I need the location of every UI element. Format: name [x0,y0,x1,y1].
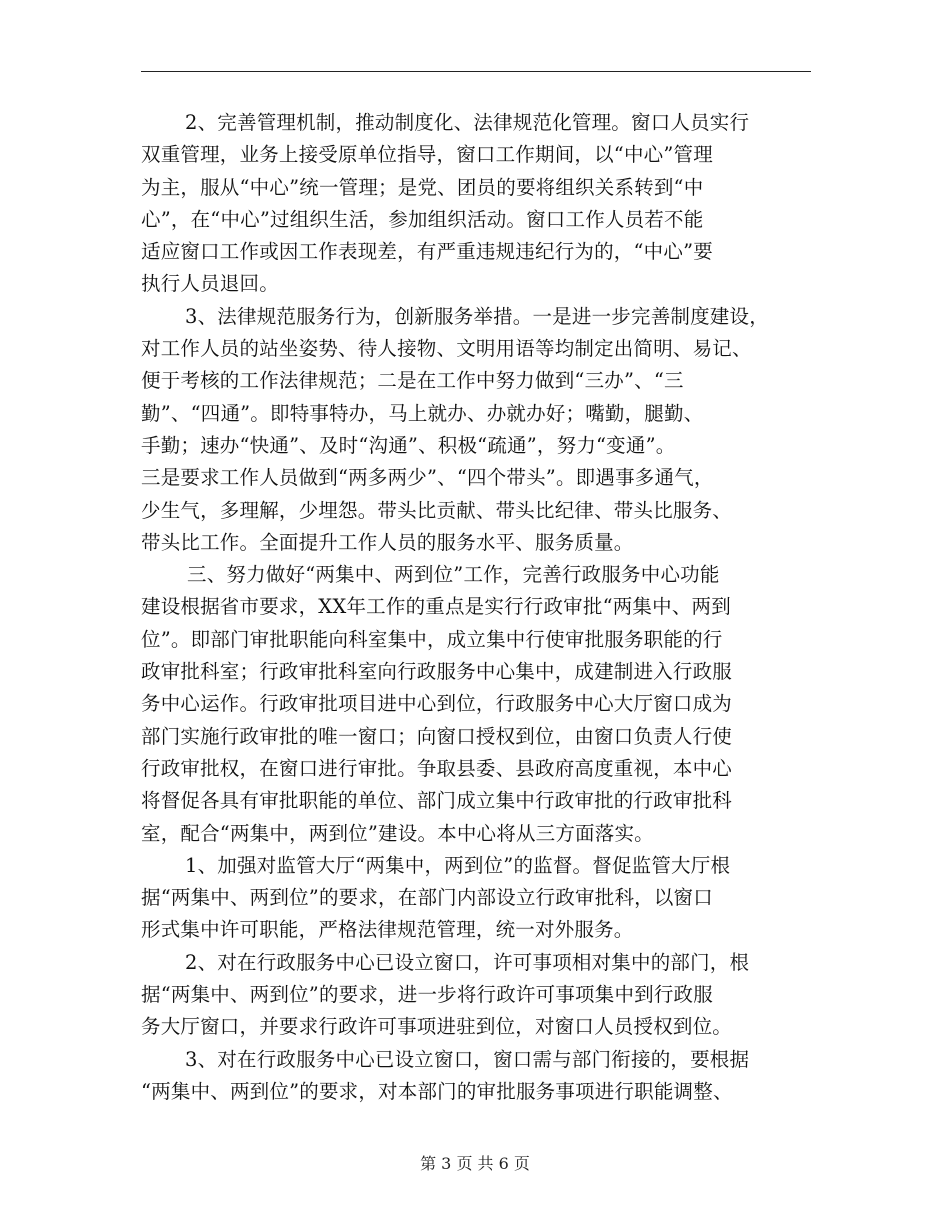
text-line: 形式集中许可职能，严格法律规范管理，统一对外服务。 [141,918,634,942]
text-line: 据“两集中、两到位”的要求，进一步将行政许可事项集中到行政服 [141,983,713,1007]
text-line: 2、对在行政服务中心已设立窗口，许可事项相对集中的部门，根 [185,950,750,974]
text-line: 政审批科室；行政审批科室向行政服务中心集中，成建制进入行政服 [141,660,733,684]
text-line: 3、对在行政服务中心已设立窗口，窗口需与部门衔接的，要根据 [185,1047,750,1071]
text-line: 三是要求工作人员做到“两多两少”、“四个带头”。即遇事多通气， [141,466,714,490]
text-line: 室，配合“两集中，两到位”建设。本中心将从三方面落实。 [141,821,654,845]
text-line: 行政审批权，在窗口进行审批。争取县委、县政府高度重视，本中心 [141,756,733,780]
text-line: 心”，在“中心”过组织生活，参加组织活动。窗口工作人员若不能 [141,207,704,231]
text-line: 务中心运作。行政审批项目进中心到位，行政服务中心大厅窗口成为 [141,692,733,716]
text-line: 部门实施行政审批的唯一窗口；向窗口授权到位，由窗口负责人行使 [141,724,733,748]
text-line: 对工作人员的站坐姿势、待人接物、文明用语等均制定出简明、易记、 [141,337,752,361]
document-body [141,107,831,1108]
text-line: 三、努力做好“两集中、两到位”工作，完善行政服务中心功能 [187,563,720,587]
text-line: 少生气，多理解，少埋怨。带头比贡献、带头比纪律、带头比服务、 [141,498,733,522]
text-line: 建设根据省市要求，XX年工作的重点是实行行政审批“两集中、两到 [141,595,731,619]
text-line: 位”。即部门审批职能向科室集中，成立集中行使审批服务职能的行 [141,627,723,651]
text-line: 据“两集中、两到位”的要求，在部门内部设立行政审批科，以窗口 [141,886,713,910]
text-line: 执行人员退回。 [141,272,279,296]
text-line: 手勤；速办“快通”、及时“沟通”、积极“疏通”，努力“变通”。 [141,433,676,457]
text-line: 适应窗口工作或因工作表现差，有严重违规违纪行为的，“中心”要 [141,240,713,264]
text-line: “两集中、两到位”的要求，对本部门的审批服务事项进行职能调整、 [141,1079,733,1103]
text-line: 带头比工作。全面提升工作人员的服务水平、服务质量。 [141,530,634,554]
text-line: 将督促各具有审批职能的单位、部门成立集中行政审批的行政审批科 [141,789,733,813]
text-line: 便于考核的工作法律规范；二是在工作中努力做到“三办”、“三 [141,369,684,393]
text-line: 1、加强对监管大厅“两集中，两到位”的监督。督促监管大厅根 [185,853,731,877]
text-line: 3、法律规范服务行为，创新服务举措。一是进一步完善制度建设， [185,304,769,328]
header-divider [141,71,811,72]
text-line: 务大厅窗口，并要求行政许可事项进驻到位，对窗口人员授权到位。 [141,1015,733,1039]
text-line: 双重管理，业务上接受原单位指导，窗口工作期间，以“中心”管理 [141,143,713,167]
page-number-footer: 第 3 页 共 6 页 [420,1154,530,1173]
text-line: 勤”、“四通”。即特事特办，马上就办、办就办好；嘴勤，腿勤、 [141,401,704,425]
text-line: 为主，服从“中心”统一管理；是党、团员的要将组织关系转到“中 [141,175,704,199]
text-line: 2、完善管理机制，推动制度化、法律规范化管理。窗口人员实行 [185,111,750,134]
